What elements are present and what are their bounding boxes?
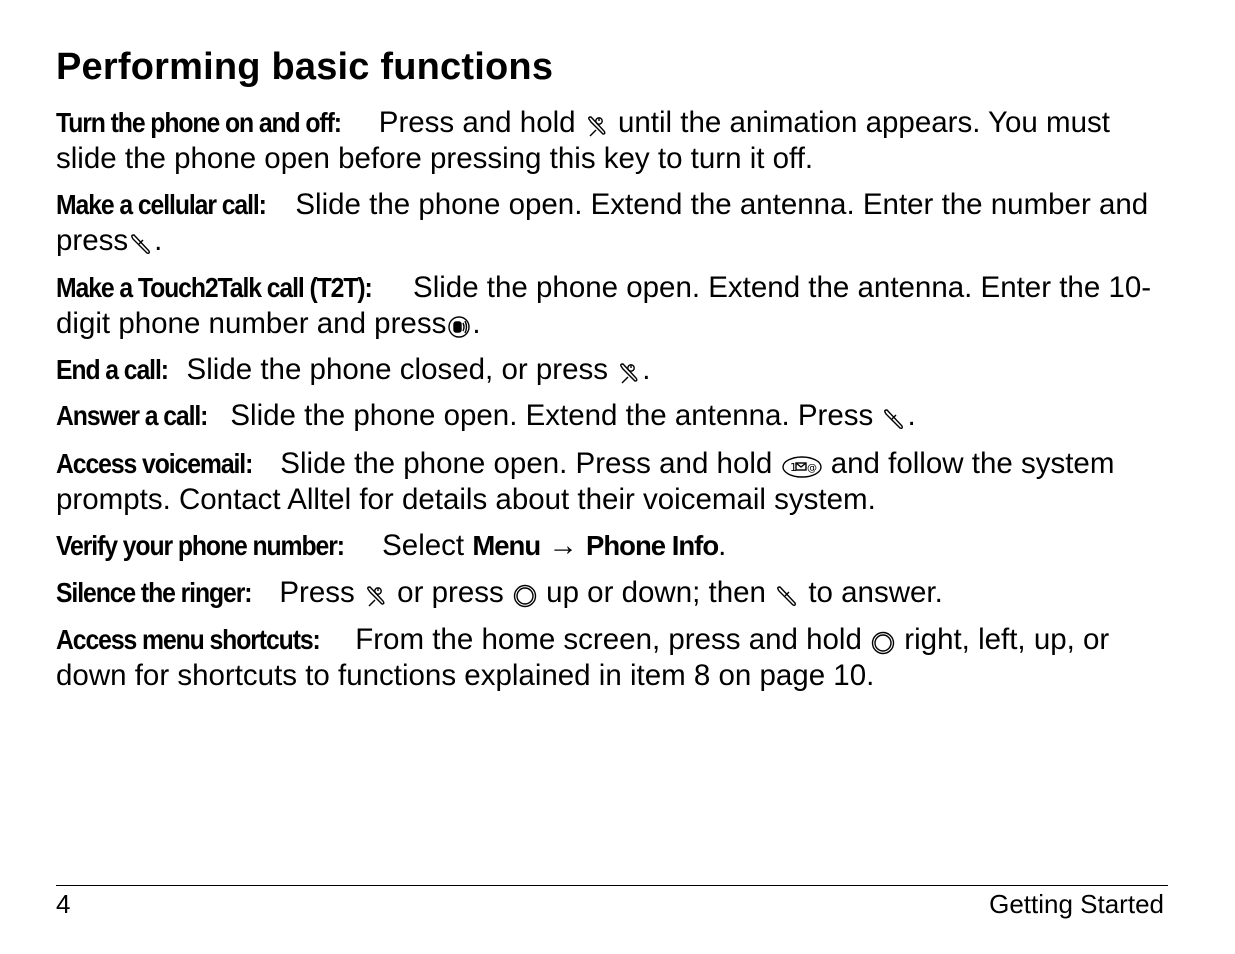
item-text: to answer. xyxy=(808,576,943,609)
voicemail-key-icon xyxy=(782,455,822,479)
item-text: Select xyxy=(382,529,465,562)
footer-divider xyxy=(56,885,1168,886)
phone-info-label: Phone Info xyxy=(586,530,719,561)
item-text: up or down; then xyxy=(546,576,766,609)
item-text: . xyxy=(718,529,727,562)
svg-text:@: @ xyxy=(806,463,817,474)
item-silence-ringer xyxy=(56,575,1166,611)
item-text: . xyxy=(472,307,481,340)
end-power-key-icon xyxy=(585,114,609,138)
end-power-key-icon xyxy=(617,361,641,385)
send-key-icon xyxy=(129,232,153,256)
send-key-icon xyxy=(775,584,799,608)
item-t2t-call xyxy=(56,270,1166,342)
item-text: Slide the phone closed, or press xyxy=(186,353,609,386)
item-verify-number xyxy=(56,528,1166,564)
item-label: Turn the phone on and off: xyxy=(56,107,341,138)
item-text: Slide the phone open. Extend the antenna. Press xyxy=(230,399,874,432)
item-power xyxy=(56,105,1166,177)
send-key-icon xyxy=(882,407,906,431)
svg-text:1: 1 xyxy=(789,461,797,474)
item-answer-call xyxy=(56,398,1166,434)
item-cellular-call xyxy=(56,187,1166,259)
item-text: right, left, up, or down for shortcuts to functions explained in item 8 on page 10. xyxy=(56,623,1110,692)
item-label: Access menu shortcuts: xyxy=(56,624,320,655)
item-text: . xyxy=(642,353,651,386)
item-label: Access voicemail: xyxy=(56,448,253,479)
end-power-key-icon xyxy=(364,584,388,608)
item-text: Press xyxy=(279,576,355,609)
item-text: or press xyxy=(397,576,504,609)
t2t-key-icon xyxy=(447,315,471,339)
item-label: Make a Touch2Talk call (T2T): xyxy=(56,272,372,303)
item-voicemail xyxy=(56,446,1166,518)
arrow-icon: → xyxy=(548,529,578,562)
item-end-call xyxy=(56,352,1166,388)
item-label: Answer a call: xyxy=(56,400,208,431)
item-text: . xyxy=(907,399,916,432)
item-label: Verify your phone number: xyxy=(56,530,344,561)
item-text: until the animation appears. You must slide the phone open before pressing this key to turn it off. xyxy=(56,106,1110,175)
navigation-key-icon xyxy=(513,584,537,608)
item-menu-shortcuts xyxy=(56,622,1166,694)
section-title: Getting Started xyxy=(989,889,1164,919)
item-text: and follow the system prompts. Contact Alltel for details about their voicemail system. xyxy=(56,447,1115,516)
item-text: Slide the phone open. Extend the antenna. Enter the number and press xyxy=(56,188,1149,257)
item-text: Press and hold xyxy=(378,106,576,139)
item-text: Slide the phone open. Extend the antenna. Enter the 10-digit phone number and press xyxy=(56,271,1152,340)
menu-label: Menu xyxy=(472,530,541,561)
page-title: Performing basic functions xyxy=(56,46,554,88)
item-text: . xyxy=(154,224,163,257)
navigation-key-icon xyxy=(871,631,895,655)
item-label: End a call: xyxy=(56,354,168,385)
item-text: Slide the phone open. Press and hold xyxy=(280,447,773,480)
item-text: From the home screen, press and hold xyxy=(355,623,862,656)
item-label: Make a cellular call: xyxy=(56,189,266,220)
page-number: 4 xyxy=(56,889,71,919)
item-label: Silence the ringer: xyxy=(56,577,252,608)
